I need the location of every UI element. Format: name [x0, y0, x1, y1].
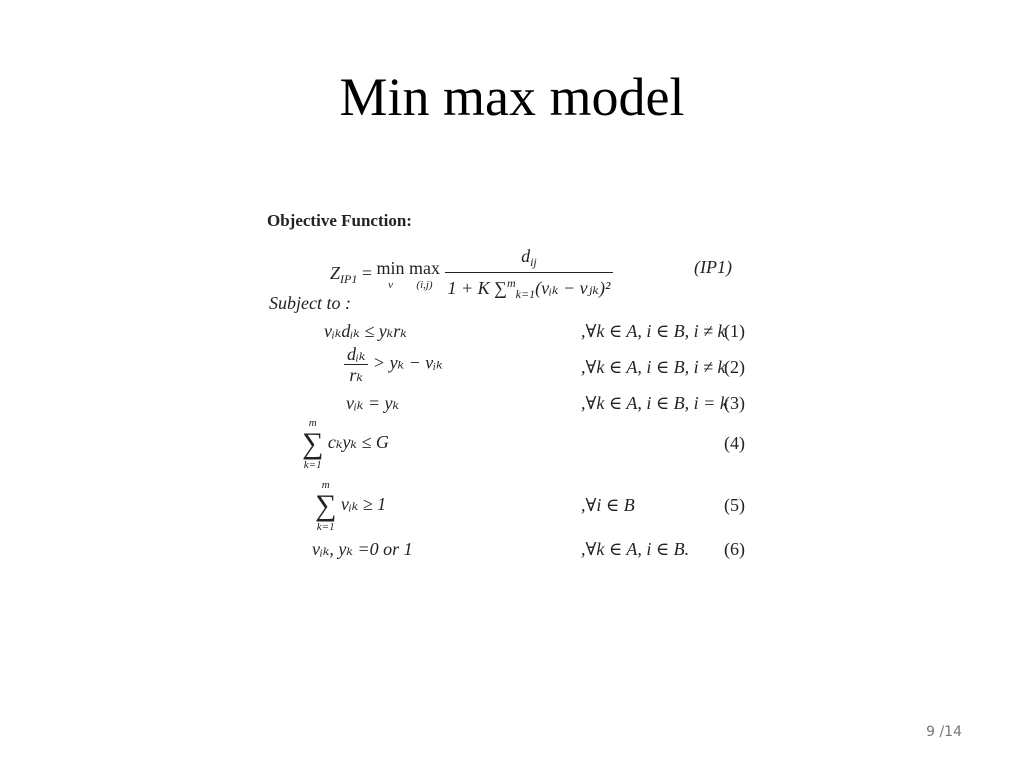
objective-lhs-sub: IP1 [340, 272, 358, 287]
objective-fraction: $\frac{d_{ij}}{1 + K \sum^m_{k=1}(vᵢ_k - vⱼ_k)^2}$ [445, 246, 614, 304]
constraint-1-condition: ,∀k ∈ A, i ∈ B, i ≠ k [581, 321, 726, 341]
constraint-6-number: (6) [724, 539, 745, 559]
constraint-4-number: (4) [724, 433, 745, 453]
constraint-5-condition: ,∀i ∈ B [581, 495, 635, 515]
constraint-2: $\frac{\text{dᵢₖ}}{\text{rₖ}}$ > yₖ − vᵢₖ [344, 344, 824, 385]
constraint-3: vᵢₖ = yₖ [346, 393, 400, 413]
constraint-2-condition: ,∀k ∈ A, i ∈ B, i ≠ k [581, 357, 726, 377]
constraint-5-number: (5) [724, 495, 745, 515]
page-counter: 9 /14 [926, 724, 962, 740]
constraint-4: m ∑ k=1 cₖyₖ ≤ G [302, 417, 389, 471]
constraint-6: vᵢₖ, yₖ =0 or 1 [312, 539, 413, 559]
constraint-1: vᵢₖdᵢₖ ≤ yₖrₖ ,∀k ∈ A, i ∈ B, i ≠ k (1) [324, 321, 745, 341]
constraint-4-summation: m ∑ k=1 [302, 417, 324, 471]
objective-label: (IP1) [694, 257, 732, 277]
min-operator: min v [376, 258, 405, 291]
objective-heading: Objective Function: [267, 211, 412, 230]
constraint-5: m ∑ k=1 vᵢₖ ≥ 1 [315, 479, 387, 533]
constraint-2-fraction: $\frac{\text{dᵢₖ}}{\text{rₖ}}$ [344, 344, 368, 385]
objective-lhs: Z [330, 263, 341, 284]
max-operator: max (i,j) [409, 258, 441, 291]
constraint-6-condition: ,∀k ∈ A, i ∈ B. [581, 539, 690, 559]
constraint-2-number: (2) [724, 357, 745, 377]
subject-to: Subject to : [269, 293, 351, 313]
constraint-5-summation: m ∑ k=1 [315, 479, 337, 533]
objective-function: $Z_{IP1}$ = min v max (i,j) $\frac{d_{ij}}{1 + K \sum^m_{k=1}(vᵢ_k - vⱼ_k)^2}$ [330, 246, 613, 304]
constraint-3-number: (3) [724, 393, 745, 413]
constraint-3-condition: ,∀k ∈ A, i ∈ B, i = k [581, 393, 728, 413]
model-formulation [262, 204, 762, 576]
constraint-1-number: (1) [724, 321, 745, 341]
slide-title: Min max model [339, 67, 685, 127]
